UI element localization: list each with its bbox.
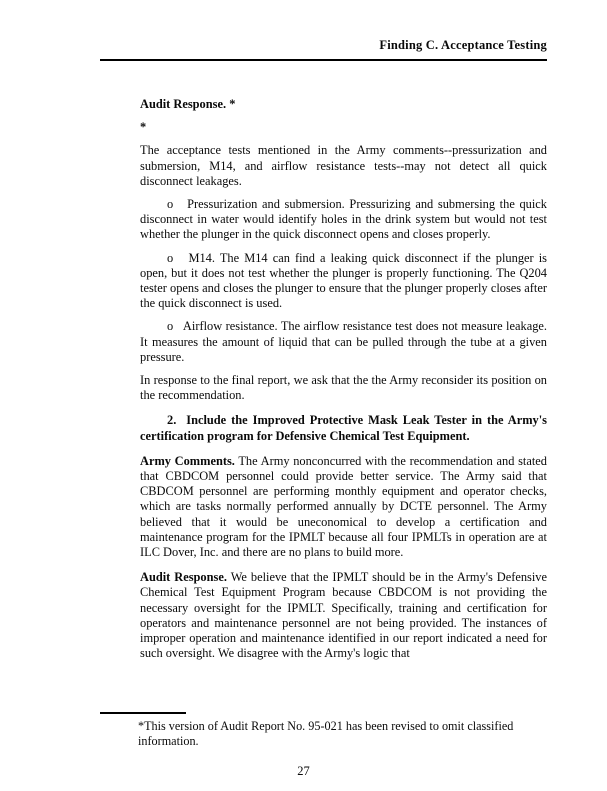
document-body xyxy=(140,97,547,662)
audit-response-heading xyxy=(140,97,547,112)
footnote-text: *This version of Audit Report No. 95-021 has been revised to omit classified information. xyxy=(138,719,514,748)
audit-response-heading-label: Audit Response. xyxy=(140,97,227,111)
bullet-pressurization: o Pressurization and submersion. Pressurizing and submersing the quick disconnect in water would identify holes in the drink system but would not test whether the plunger in the quick disconnect opens and closes properly. xyxy=(140,197,547,242)
running-header: Finding C. Acceptance Testing xyxy=(379,38,547,52)
intro-paragraph: The acceptance tests mentioned in the Army comments--pressurization and submersion, M14, and airflow resistance tests--may not detect all quick disconnect leakages. xyxy=(140,143,547,188)
army-comments-paragraph xyxy=(140,454,547,560)
recommendation-2: 2. Include the Improved Protective Mask Leak Tester in the Army's certification program for Defensive Chemical Test Equipment. xyxy=(140,413,547,443)
army-comments-label: Army Comments. xyxy=(140,453,235,468)
header-rule xyxy=(100,59,547,61)
footnote-rule xyxy=(100,712,186,714)
footnote xyxy=(100,712,547,749)
footnote-reference-asterisk: * xyxy=(229,97,236,111)
audit-response-paragraph xyxy=(140,570,547,661)
audit-response-text: We believe that the IPMLT should be in the Army's Defensive Chemical Test Equipment Program because CBDCOM is not providing the necessary oversight for the IPMLT. Specifically, training and certification for operators and maintenance personnel are not being provided. The instances of improper operation and maintenance identified in our report indicated a need for such oversight. We disagree with the Army's logic that xyxy=(140,570,547,661)
final-report-paragraph: In response to the final report, we ask that the the Army reconsider its position on the recommendation. xyxy=(140,373,547,403)
page-number: 27 xyxy=(297,764,310,778)
audit-response-label: Audit Response. xyxy=(140,570,227,585)
redaction-asterisk: * xyxy=(140,120,147,135)
bullet-m14: o M14. The M14 can find a leaking quick disconnect if the plunger is open, but it does not test whether the plunger is properly functioning. The Q204 tester opens and closes the plunger to ensure that the plunger properly closes after the quick disconnect is used. xyxy=(140,250,547,311)
army-comments-text: The Army nonconcurred with the recommendation and stated that CBDCOM personnel could provide better service. The Army said that CBDCOM personnel are performing monthly equipment and operator checks, which are tasks normally performed annually by DCTE personnel. The Army believed that it would be uneconomical to develop a certification and maintenance program for the IPMLT because all four IPMLTs in operation are at ILC Dover, Inc. and there are no plans to build more. xyxy=(140,453,547,560)
bullet-airflow: o Airflow resistance. The airflow resistance test does not measure leakage. It measures the amount of liquid that can be pulled through the tube at a given pressure. xyxy=(140,319,547,364)
